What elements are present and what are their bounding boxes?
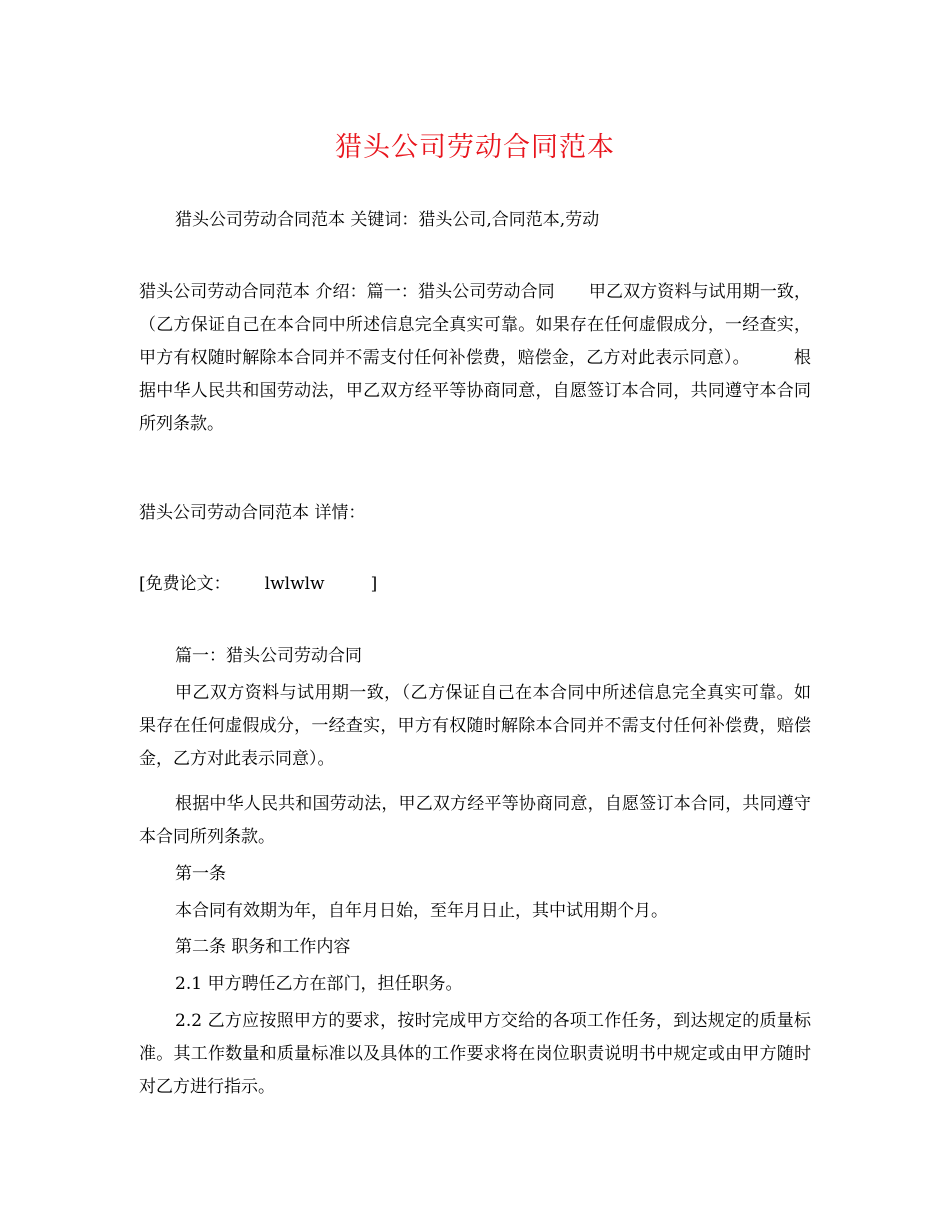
intro-part1: 甲乙双方资料与试用期一致，（乙方保证自己在本合同中所述信息完全真实可靠。如果存在任何虚假成分，一经查实，甲方有权随时解除本合同并不需支付任何补偿费，赔偿金，乙方对此表示同意）。 [139, 282, 812, 368]
free-paper-open: [免费论文： [139, 574, 231, 594]
clause-2-2: 2.2 乙方应按照甲方的要求，按时完成甲方交给的各项工作任务，到达规定的质量标准。其工作数量和质量标准以及具体的工作要求将在岗位职责说明书中规定或由甲方随时对乙方进行指示。 [139, 1011, 811, 1097]
free-paper-close: ] [370, 574, 378, 594]
body-paragraph: 根据中华人民共和国劳动法，甲乙双方经平等协商同意，自愿签订本合同，共同遵守本合同所列条款。 [139, 794, 811, 847]
body-heading: 篇一：猎头公司劳动合同 [175, 646, 362, 666]
document-title: 猎头公司劳动合同范本 [335, 132, 615, 163]
article-two-heading: 第二条 职务和工作内容 [175, 937, 351, 957]
intro-part2: 根据中华人民共和国劳动法，甲乙双方经平等协商同意，自愿签订本合同，共同遵守本合同所列条款。 [139, 348, 811, 434]
free-paper-line [139, 568, 811, 601]
intro-paragraph [139, 276, 811, 441]
body-paragraph: 甲乙双方资料与试用期一致，（乙方保证自己在本合同中所述信息完全真实可靠。如果存在任何虚假成分，一经查实，甲方有权随时解除本合同并不需支付任何补偿费，赔偿金，乙方对此表示同意）。 [139, 683, 811, 769]
details-label: 猎头公司劳动合同范本 详情： [139, 503, 366, 523]
body-paragraph: 本合同有效期为年，自年月日始，至年月日止，其中试用期个月。 [175, 901, 668, 921]
article-one-heading: 第一条 [175, 864, 226, 884]
keywords-line: 猎头公司劳动合同范本 关键词：猎头公司,合同范本,劳动 [175, 210, 600, 230]
clause-2-1: 2.1 甲方聘任乙方在部门，担任职务。 [175, 974, 463, 994]
free-paper-code: lwlwlw [264, 574, 325, 594]
intro-lead: 猎头公司劳动合同范本 介绍：篇一：猎头公司劳动合同 [139, 282, 555, 302]
